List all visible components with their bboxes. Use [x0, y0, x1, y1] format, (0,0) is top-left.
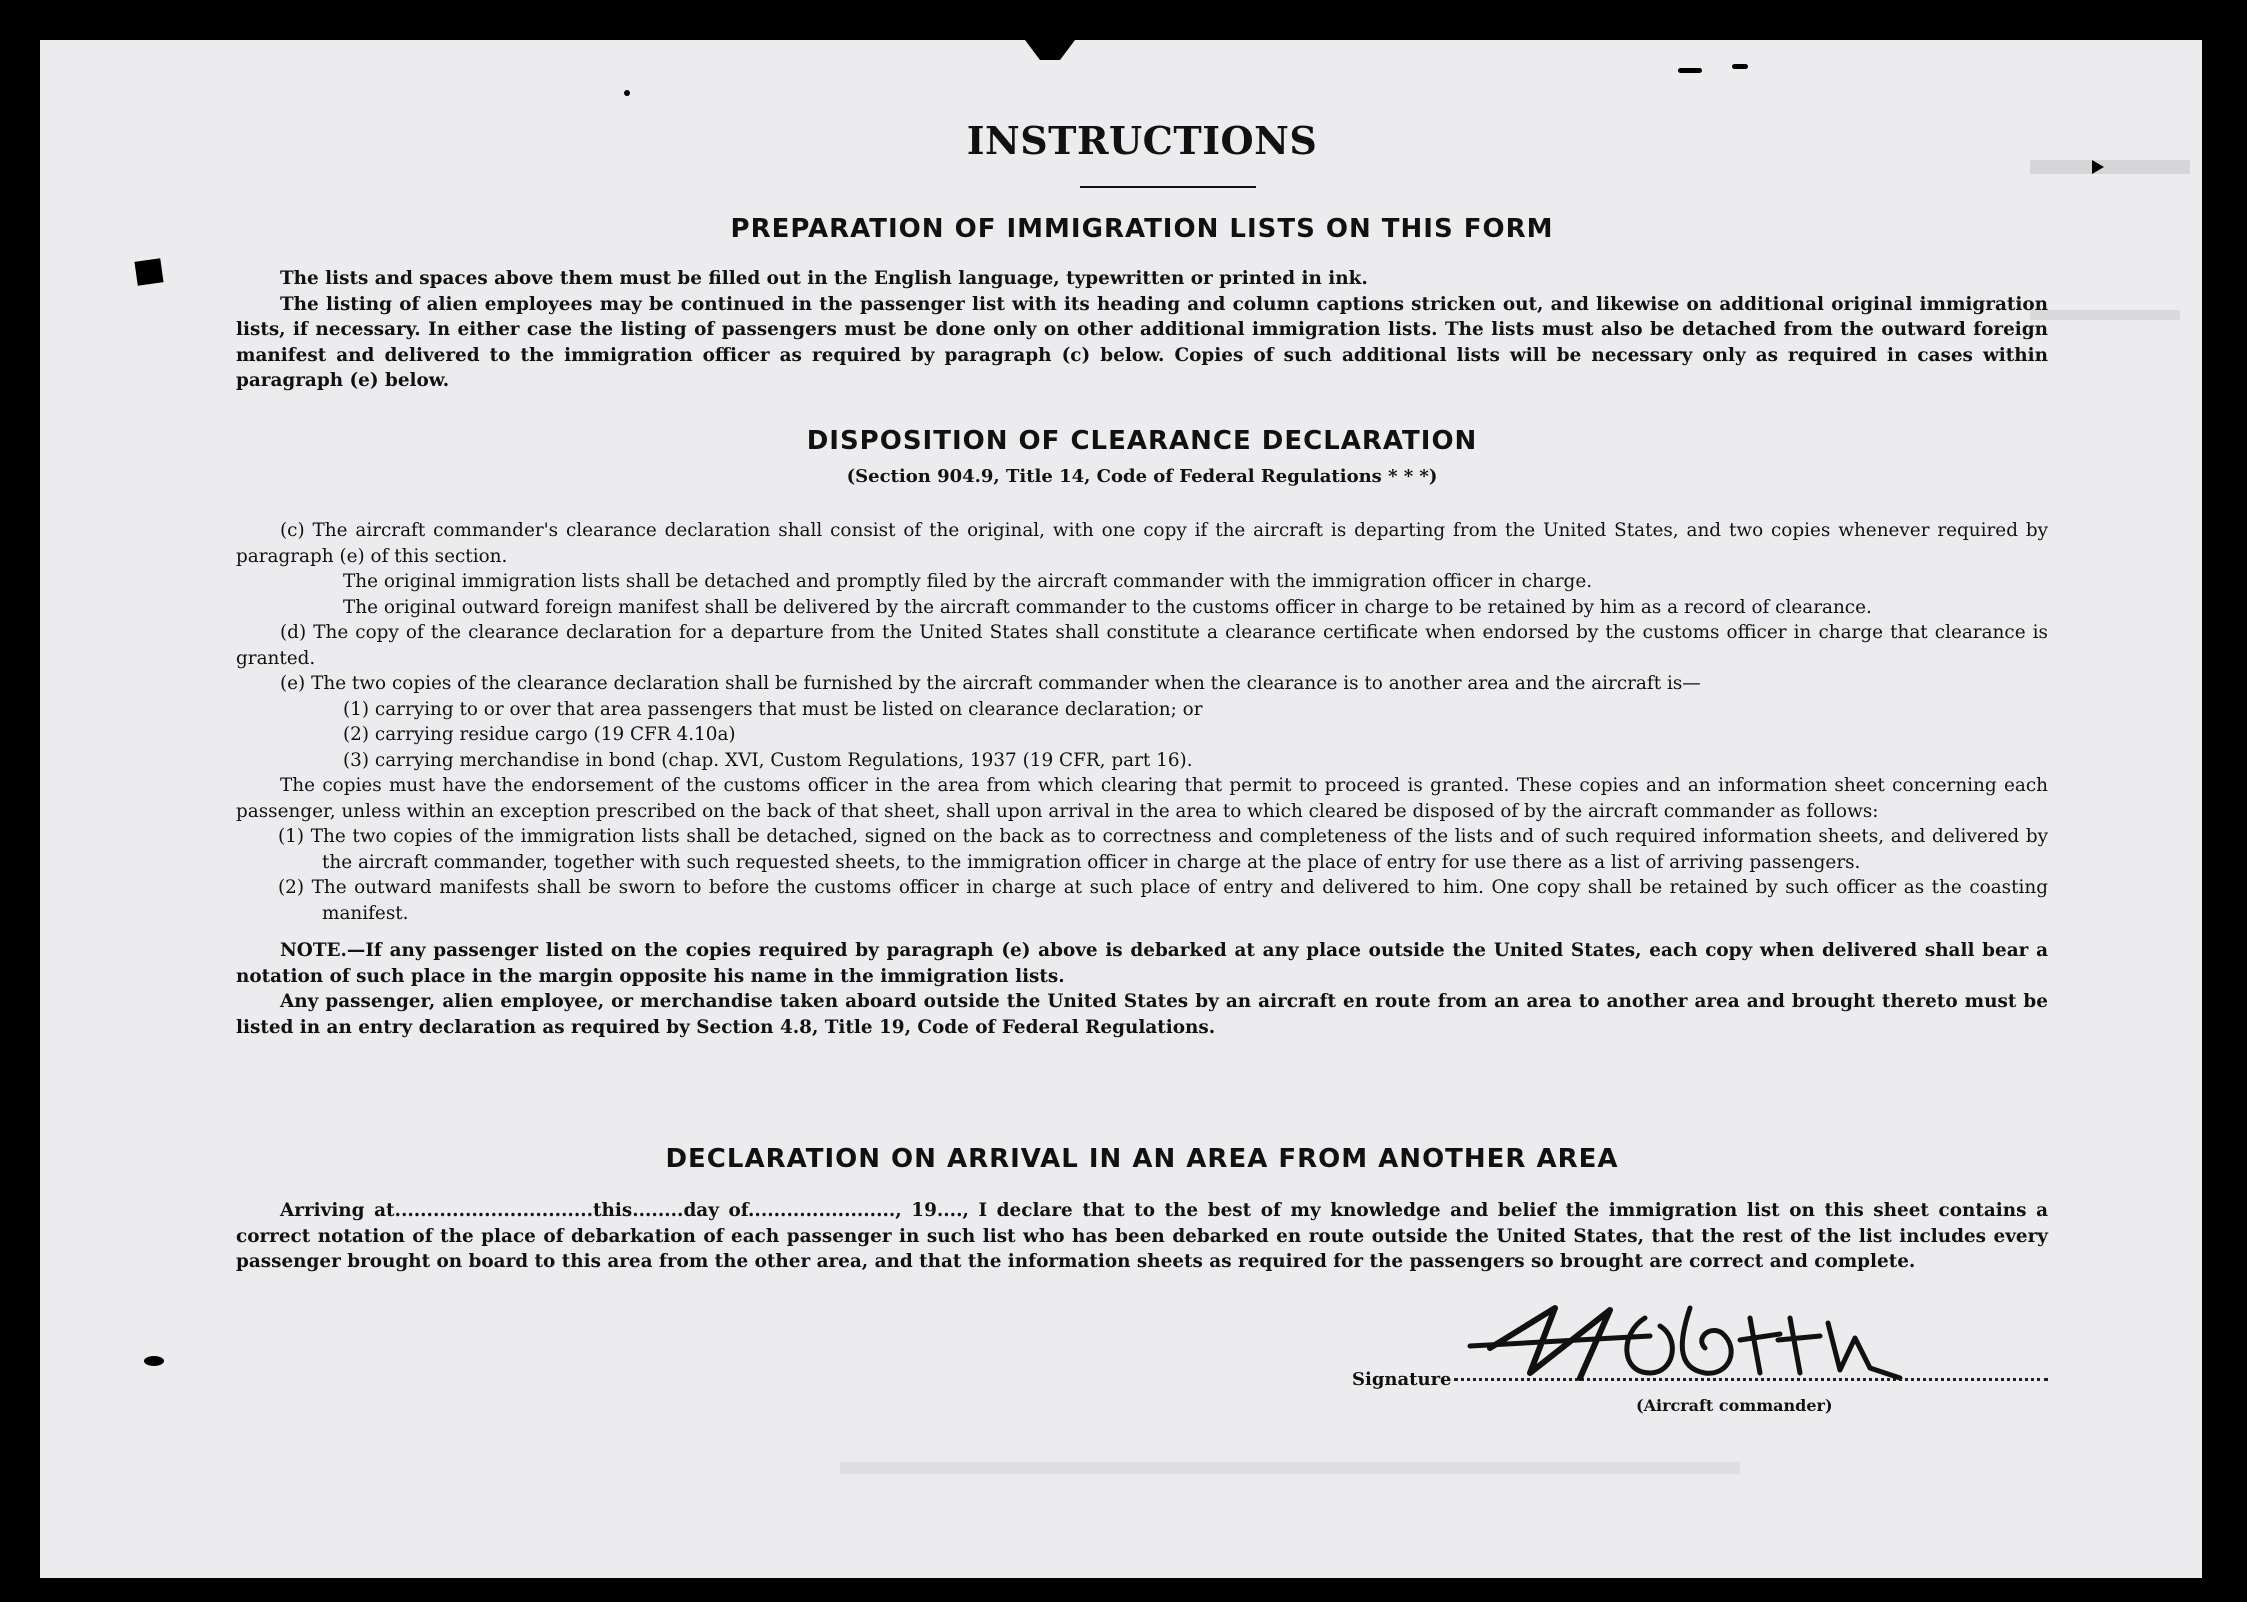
- signature-caption: (Aircraft commander): [1636, 1396, 1833, 1415]
- scan-speck: [1732, 64, 1748, 69]
- bleed-through-mark: [840, 1462, 1740, 1474]
- paragraph-e2: (2) carrying residue cargo (19 CFR 4.10a): [343, 724, 736, 745]
- document-page: [40, 40, 2202, 1578]
- paragraph-note: NOTE.—If any passenger listed on the copies required by paragraph (e) above is debarked at any place outside the United States, each copy when delivered shall bear a notation of such place in the margin opposite his name in the immigration lists.: [236, 940, 2048, 987]
- scan-speck: [624, 90, 630, 96]
- page-title: INSTRUCTIONS: [966, 118, 1318, 163]
- paragraph-d: (d) The copy of the clearance declaration for a departure from the United States shall constitute a clearance certificate when endorsed by the customs officer in charge that clearance is granted.: [236, 622, 2048, 669]
- paragraph-f2: (2) The outward manifests shall be sworn to before the customs officer in charge at such place of entry and delivered to him. One copy shall be retained by such officer as the coasting manifest.: [278, 877, 2048, 924]
- paragraph-any: Any passenger, alien employee, or merchandise taken aboard outside the United States by an aircraft en route from an area to another area and brought thereto must be listed in an entry declaration as required by Section 4.8, Title 19, Code of Federal Regulations.: [236, 991, 2048, 1038]
- paragraph-e3: (3) carrying merchandise in bond (chap. XVI, Custom Regulations, 1937 (19 CFR, part 16).: [343, 749, 1193, 771]
- paragraph-c: (c) The aircraft commander's clearance declaration shall consist of the original, with one copy if the aircraft is departing from the United States, and two copies whenever required by paragraph (e) of this section.: [236, 520, 2048, 567]
- section-heading-preparation: PREPARATION OF IMMIGRATION LISTS ON THIS FORM: [730, 214, 1554, 244]
- disposition-paragraphs: [236, 518, 2048, 1040]
- paper-notch: [1025, 40, 1075, 60]
- declaration-text: Arriving at...............................this........day of......................., 19...., I declare that to the best of my knowledge and belief the immigration list on this sheet contains a correct notation of the place of debarkation of each passenger in such list who has been debarked en route outside the United States, that the rest of the list includes every passenger brought on board to this area from the other area, and that the information sheets as required for the passengers so brought are correct and complete.: [236, 1200, 2048, 1272]
- paragraph-copies: The copies must have the endorsement of the customs officer in the area from which clearing that permit to proceed is granted. These copies and an information sheet concerning each passenger, unless within an exception prescribed on the back of that sheet, shall upon arrival in the area to which cleared be disposed of by the aircraft commander as follows:: [236, 775, 2048, 822]
- preparation-p1: The lists and spaces above them must be filled out in the English language, typewritten or printed in ink.: [280, 268, 1368, 289]
- paragraph-c1: The original immigration lists shall be detached and promptly filed by the aircraft commander with the immigration officer in charge.: [343, 571, 1593, 592]
- section-subheading-regulation: (Section 904.9, Title 14, Code of Federal Regulations * * *): [846, 466, 1438, 487]
- scan-speck: [1678, 68, 1702, 73]
- signature-label: Signature: [1352, 1369, 1452, 1390]
- section-heading-declaration: DECLARATION ON ARRIVAL IN AN AREA FROM ANOTHER AREA: [665, 1144, 1619, 1174]
- paragraph-f1: (1) The two copies of the immigration lists shall be detached, signed on the back as to correctness and completeness of the lists and of such required information sheets, and delivered by the aircraft commander, together with such requested sheets, to the immigration officer in charge at the place of entry for use there as a list of arriving passengers.: [278, 826, 2048, 873]
- handwritten-signature: [1460, 1278, 1940, 1418]
- preparation-p2: The listing of alien employees may be continued in the passenger list with its heading and column captions stricken out, and likewise on additional original immigration lists, if necessary. In either case the listing of passengers must be done only on other additional immigration lists. The lists must also be detached from the outward foreign manifest and delivered to the immigration officer as required by paragraph (c) below. Copies of such additional lists will be necessary only as required in cases within paragraph (e) below.: [236, 293, 2048, 391]
- title-rule: [1080, 186, 1256, 188]
- scan-speck: [134, 258, 163, 285]
- section-heading-disposition: DISPOSITION OF CLEARANCE DECLARATION: [806, 426, 1478, 456]
- bleed-through-mark: [2030, 310, 2180, 320]
- bleed-through-mark: [2030, 160, 2190, 174]
- paragraph-e: (e) The two copies of the clearance declaration shall be furnished by the aircraft commander when the clearance is to another area and the aircraft is—: [280, 673, 1701, 694]
- preparation-paragraphs: [236, 266, 2048, 394]
- paragraph-c2: The original outward foreign manifest shall be delivered by the aircraft commander to the customs officer in charge to be retained by him as a record of clearance.: [343, 596, 1872, 618]
- paragraph-e1: (1) carrying to or over that area passengers that must be listed on clearance declaration; or: [343, 698, 1203, 720]
- scan-speck: [144, 1356, 164, 1366]
- declaration-paragraph: [236, 1198, 2048, 1275]
